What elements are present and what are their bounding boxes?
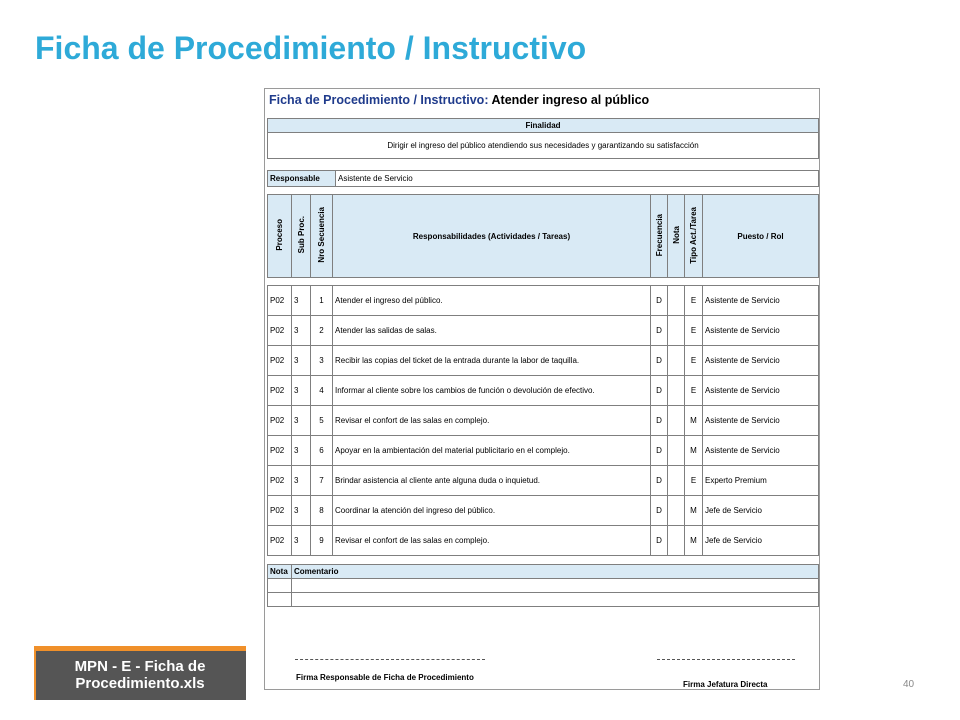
cell-nro: 3 (311, 346, 333, 376)
cell-frecuencia: D (651, 526, 668, 556)
cell-proceso: P02 (268, 346, 292, 376)
table-row (268, 376, 819, 406)
finalidad-table (267, 118, 819, 159)
procedure-form (264, 88, 820, 690)
table-row (268, 466, 819, 496)
cell-sub-proc: 3 (292, 376, 311, 406)
col-puesto: Puesto / Rol (703, 195, 819, 278)
col-proceso: Proceso (268, 195, 292, 278)
page-number: 40 (903, 679, 915, 690)
cell-puesto: Asistente de Servicio (703, 316, 819, 346)
cell-sub-proc: 3 (292, 526, 311, 556)
cell-puesto: Jefe de Servicio (703, 526, 819, 556)
table-row (268, 406, 819, 436)
table-row (268, 496, 819, 526)
cell-nota (668, 346, 685, 376)
cell-proceso: P02 (268, 376, 292, 406)
nota-label: Nota (268, 565, 292, 579)
cell-nro: 2 (311, 316, 333, 346)
activities-header (267, 194, 819, 278)
cell-puesto: Asistente de Servicio (703, 376, 819, 406)
table-row (268, 286, 819, 316)
cell-nota (668, 406, 685, 436)
cell-tipo: E (685, 286, 703, 316)
cell-puesto: Asistente de Servicio (703, 346, 819, 376)
cell-nota (668, 316, 685, 346)
slide-title: Ficha de Procedimiento / Instructivo (35, 30, 587, 66)
cell-tipo: E (685, 316, 703, 346)
table-row (268, 436, 819, 466)
cell-tarea: Apoyar en la ambientación del material publicitario en el complejo. (333, 436, 651, 466)
col-nota: Nota (668, 195, 685, 278)
form-heading-label: Ficha de Procedimiento / Instructivo: (269, 93, 489, 107)
activities-table (267, 285, 819, 556)
cell-nro: 4 (311, 376, 333, 406)
cell-frecuencia: D (651, 406, 668, 436)
cell-proceso: P02 (268, 466, 292, 496)
cell-nota (668, 436, 685, 466)
signature-line-left (295, 659, 485, 660)
cell-nota (668, 376, 685, 406)
cell-proceso: P02 (268, 316, 292, 346)
comentario-label: Comentario (292, 565, 819, 579)
col-tipo: Tipo Act./Tarea (685, 195, 703, 278)
cell-tipo: M (685, 496, 703, 526)
cell-puesto: Asistente de Servicio (703, 436, 819, 466)
comment-cell (268, 593, 292, 607)
cell-sub-proc: 3 (292, 466, 311, 496)
signature-label-left: Firma Responsable de Ficha de Procedimiento (296, 673, 474, 682)
cell-tarea: Informar al cliente sobre los cambios de función o devolución de efectivo. (333, 376, 651, 406)
cell-puesto: Jefe de Servicio (703, 496, 819, 526)
comment-cell (292, 579, 819, 593)
table-row (268, 526, 819, 556)
cell-frecuencia: D (651, 466, 668, 496)
col-sub-proc: Sub Proc. (292, 195, 311, 278)
comment-cell (292, 593, 819, 607)
cell-tipo: M (685, 526, 703, 556)
cell-tipo: E (685, 346, 703, 376)
responsable-table (267, 170, 819, 187)
cell-sub-proc: 3 (292, 346, 311, 376)
cell-tipo: M (685, 406, 703, 436)
cell-tipo: M (685, 436, 703, 466)
comment-table (267, 564, 819, 607)
cell-nro: 5 (311, 406, 333, 436)
form-heading (269, 93, 649, 107)
cell-tipo: E (685, 376, 703, 406)
cell-nro: 9 (311, 526, 333, 556)
form-heading-value: Atender ingreso al público (491, 93, 650, 107)
finalidad-label: Finalidad (268, 119, 819, 133)
cell-nota (668, 466, 685, 496)
cell-proceso: P02 (268, 286, 292, 316)
cell-puesto: Experto Premium (703, 466, 819, 496)
cell-frecuencia: D (651, 376, 668, 406)
cell-nro: 7 (311, 466, 333, 496)
cell-nota (668, 286, 685, 316)
table-row (268, 346, 819, 376)
cell-tarea: Recibir las copias del ticket de la entrada durante la labor de taquilla. (333, 346, 651, 376)
cell-tarea: Coordinar la atención del ingreso del público. (333, 496, 651, 526)
cell-tarea: Revisar el confort de las salas en complejo. (333, 406, 651, 436)
cell-tarea: Atender el ingreso del público. (333, 286, 651, 316)
cell-nota (668, 526, 685, 556)
cell-sub-proc: 3 (292, 406, 311, 436)
signature-line-right (657, 659, 795, 660)
cell-tarea: Atender las salidas de salas. (333, 316, 651, 346)
cell-proceso: P02 (268, 436, 292, 466)
cell-proceso: P02 (268, 526, 292, 556)
cell-sub-proc: 3 (292, 316, 311, 346)
cell-sub-proc: 3 (292, 436, 311, 466)
cell-tipo: E (685, 466, 703, 496)
col-responsabilidades: Responsabilidades (Actividades / Tareas) (333, 195, 651, 278)
cell-puesto: Asistente de Servicio (703, 286, 819, 316)
responsable-value: Asistente de Servicio (336, 171, 819, 187)
cell-nro: 6 (311, 436, 333, 466)
col-nro-secuencia: Nro Secuencia (311, 195, 333, 278)
cell-frecuencia: D (651, 496, 668, 526)
responsable-label: Responsable (268, 171, 336, 187)
cell-frecuencia: D (651, 316, 668, 346)
cell-frecuencia: D (651, 436, 668, 466)
file-link-badge[interactable]: MPN - E - Ficha de Procedimiento.xls (34, 646, 246, 700)
comment-cell (268, 579, 292, 593)
col-frecuencia: Frecuencia (651, 195, 668, 278)
finalidad-text: Dirigir el ingreso del público atendiendo sus necesidades y garantizando su satisfacción (268, 133, 819, 159)
cell-sub-proc: 3 (292, 496, 311, 526)
signature-label-right: Firma Jefatura Directa (683, 680, 768, 689)
cell-frecuencia: D (651, 346, 668, 376)
cell-tarea: Brindar asistencia al cliente ante alguna duda o inquietud. (333, 466, 651, 496)
table-row (268, 316, 819, 346)
cell-proceso: P02 (268, 496, 292, 526)
cell-proceso: P02 (268, 406, 292, 436)
cell-nro: 1 (311, 286, 333, 316)
cell-frecuencia: D (651, 286, 668, 316)
cell-tarea: Revisar el confort de las salas en complejo. (333, 526, 651, 556)
cell-sub-proc: 3 (292, 286, 311, 316)
cell-puesto: Asistente de Servicio (703, 406, 819, 436)
cell-nota (668, 496, 685, 526)
cell-nro: 8 (311, 496, 333, 526)
